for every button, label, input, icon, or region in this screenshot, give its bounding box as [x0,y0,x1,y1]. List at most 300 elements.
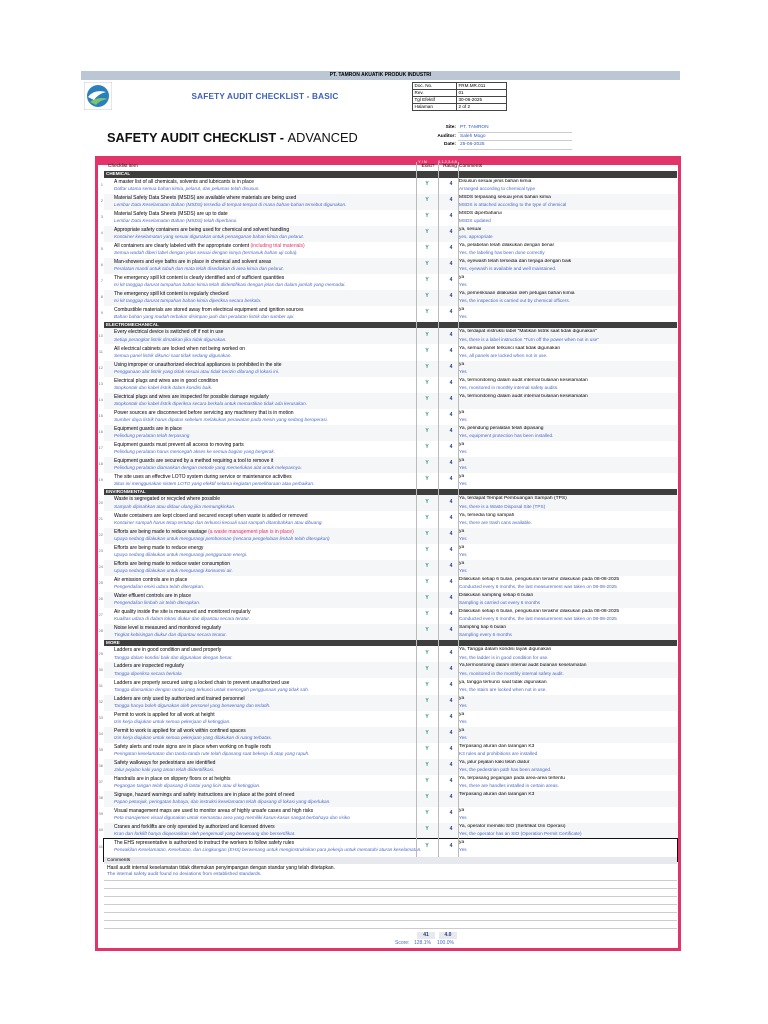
table-row [98,544,677,560]
item-text: Efforts are being made to reduce energy [114,544,204,551]
item-text-id: Pelindung peralatan telah terpasang [114,432,190,438]
exist-cell[interactable]: Y [425,348,429,354]
exist-cell[interactable]: Y [425,649,429,656]
item-text-id: Situs ini menggunakan sistem LOTO yang efektif selama kegiatan pemeliharaan atau perbaikan. [114,481,315,487]
item-text-id: Tangga hanya boleh digunakan oleh personel yang berwenang dan terlatih. [114,702,271,708]
item-text: Man-showers and eye baths are in place in chemical and solvent areas [114,258,272,265]
doc-info-row [413,90,507,97]
item-text-en [114,179,454,185]
item-text-id: Izin kerja diajukan untuk semua pekerjaan yang dilakukan di ruang terbatas. [114,734,272,740]
rating-cell[interactable]: 4 [449,197,453,204]
logo-icon [84,82,112,110]
comment-en: yes, appropriate [459,233,493,239]
basic-checklist-title: SAFETY AUDIT CHECKLIST - BASIC [191,92,339,101]
doc-info-row [413,97,507,104]
exist-cell[interactable]: Y [425,563,429,570]
company-logo [84,82,112,110]
rating-cell[interactable]: 4 [449,331,453,338]
item-text-id: Lembar Data Keselamatan Bahan (MSDS) tersedia di tempat-tempat di mana bahan-bahan tersebut digunakan. [114,201,347,207]
item-text-id: Kran dan forklift hanya dioperasikan oleh pengemudi yang berwenang dan bersertifikat. [114,831,296,837]
exist-cell[interactable]: Y [425,396,429,403]
rating-cell[interactable]: 4 [449,380,453,387]
rating-cell[interactable]: 4 [449,547,453,554]
exist-cell[interactable]: Y [425,331,429,338]
table-row [98,695,677,711]
comment-en: Sampling is carried out every 6 months [459,599,541,605]
exist-cell[interactable]: Y [425,277,429,284]
row-number: 1 [100,182,103,187]
comment-id[interactable]: Ya, pelindung peralatan telah dipasang [459,425,544,431]
exist-cell[interactable]: Y [425,547,429,554]
comment-id[interactable]: ya [459,528,465,534]
doc-info-value: 30-06-2025 [457,97,507,104]
comment-en: Yes, there is a label instruction "Turn off the power when not in use" [459,336,599,342]
row-number: 34 [98,731,103,737]
item-text: Equipment guards must prevent all access to moving parts [114,441,244,448]
row-number: 11 [98,349,103,354]
comment-en: Yes, monitored in monthly internal safety audits. [459,384,559,390]
row-number: 38 [98,795,103,801]
exist-cell[interactable]: Y [425,714,429,721]
item-text: Ladders are properly secured using a locked chain to prevent unauthorized use [114,679,290,686]
item-text-id: Stopkontak dan kabel listrik dalam kondisi baik. [114,384,213,390]
comments-area[interactable] [104,864,677,928]
rating-cell[interactable]: 4 [449,563,453,570]
item-text-en [114,496,454,502]
comment-id[interactable]: ya [459,306,465,312]
comment-id[interactable]: Terpasang aturan dan larangan K3 [459,791,535,797]
comment-en: Arranged according to chemical type [459,185,536,191]
comment-en: Yes [459,535,467,541]
site-field[interactable]: PT. TAMRON [458,124,572,132]
comment-id[interactable]: Ya, termonitoring dalam audit internal bulanan keselamatan [459,377,588,383]
row-number: 21 [98,516,103,521]
table-row [98,576,677,592]
rating-cell[interactable]: 4 [449,762,453,769]
exist-cell[interactable]: Y [425,412,429,419]
row-number: 27 [98,612,103,618]
comment-id[interactable]: Ya, terpasang pegangan pada area-area tertentu [459,775,565,781]
item-text: Ladders are inspected regularly [114,663,185,670]
table-row [100,306,677,322]
rating-cell[interactable]: 4 [449,444,453,451]
rating-cell[interactable]: 4 [449,682,453,688]
rating-cell[interactable]: 4 [449,746,453,753]
rating-cell[interactable]: 4 [449,460,453,467]
item-highlight: (a waste management plan is in place) [206,528,294,535]
item-text: Efforts are being made to reduce wastage [114,528,207,535]
comment-id[interactable]: ya, tangga terkunci saat tidak digunakan [459,679,547,685]
doc-info-label: Doc. No. [413,83,457,90]
comment-en: Yes, the operator has an SIO (Operation Permit Certificate) [459,831,582,837]
rating-cell[interactable]: 4 [449,498,453,505]
rating-cell[interactable]: 4 [449,579,453,586]
row-number: 20 [98,499,103,505]
comment-en: Yes [459,368,467,374]
table-row [98,807,677,823]
row-number: 39 [98,811,103,817]
item-text-id: Peta manajemen visual digunakan untuk memantau area yang memiliki kasus-kasus sangat berbahaya dan risiko [114,815,350,821]
doc-info-row [413,104,507,111]
item-text: Ladders are in good condition and used properly [114,647,222,654]
comment-id[interactable]: ya [459,409,465,415]
comment-rule [104,928,677,929]
item-text-id: Pengendalian limbah air telah diterapkan. [114,599,201,605]
exist-cell[interactable]: Y [425,698,429,705]
table-row [98,473,677,489]
rating-cell[interactable]: 4 [449,627,453,634]
item-text: All electrical cabinets are locked when not being worked on [114,345,245,352]
comment-id[interactable]: Ya, semua panel terkunci saat tidak digunakan [459,345,561,351]
exist-cell[interactable]: Y [425,627,429,634]
rating-cell[interactable]: 4 [449,261,453,268]
rating-cell[interactable]: 4 [449,714,453,721]
rating-cell[interactable]: 4 [449,730,453,737]
item-text: Material Safety Data Sheets (MSDS) are available where materials are being used [114,194,297,201]
item-text-id: Bahan bahan yang mudah terbakar disimpan jauh dari peralatan listrik dan sumber api. [114,314,295,320]
score-label: Score: [395,940,410,946]
table-row [98,791,677,807]
row-number: 7 [100,278,103,284]
comment-id[interactable]: ya [459,274,465,280]
comment-id[interactable]: ya [459,711,465,717]
comment-id[interactable]: MSDS terpasang sesuai jenis bahan kimia [459,194,551,200]
exist-cell[interactable]: Y [425,197,429,204]
rating-average: 4.0 [439,932,457,939]
comment-id[interactable]: ya, sesuai [459,226,482,232]
table-row [98,560,677,576]
comment-en: Yes [459,416,467,422]
item-text: Signage, hazard warnings and safety instructions are in place at the point of need [114,791,295,798]
exist-cell[interactable]: Y [425,309,429,316]
comment-id[interactable]: ya [459,560,465,566]
item-text-id: Tangga dalam kondisi baik dan digunakan dengan benar. [114,654,233,660]
comment-rule [104,880,677,881]
row-number: 16 [98,429,103,435]
item-text-en [114,346,454,352]
comment-id[interactable]: ya [459,727,465,733]
col-header-rating: Rating [443,164,457,169]
exist-cell[interactable]: Y [425,498,429,505]
exist-cell[interactable]: Y [425,595,429,602]
comment-id[interactable]: ya [459,361,465,367]
comment-id[interactable]: Ya, operator memiliki SIO (Sertifikat Izin Operasi) [459,823,566,829]
comment-id[interactable]: Dilakukan setiap 6 bulan, pengukuran terakhir dilakukan pada 08-08-2025 [459,576,620,582]
rating-cell[interactable]: 4 [449,277,453,284]
row-number: 22 [98,532,103,538]
row-number: 33 [98,715,103,721]
exist-cell[interactable]: Y [425,531,429,538]
item-text: Permit to work is applied for all work within confined spaces [114,727,246,734]
exist-cell[interactable]: Y [425,611,429,618]
row-number: 37 [98,779,103,785]
item-text-id: Penggunaan alat listrik yang tidak sesuai atau tidak berizin dilarang di lokasi ini. [114,368,280,374]
comment-id[interactable]: Ya,termonitoring dalam internal audit bulanan keselamatan [459,663,587,669]
advanced-title-rest: ADVANCED [287,130,358,145]
item-text-id: Pelindung peralatan diamankan dengan metode yang memerlukan alat untuk melepasnya. [114,465,302,471]
row-number: 41 [98,843,103,849]
item-text-id: Lembar Data Keselamatan Bahan (MSDS) telah diperbarui. [114,217,238,223]
item-text: Equipment guards are secured by a method requiring a tool to remove it [114,457,274,464]
rating-cell[interactable]: 4 [449,428,453,435]
comment-en: Yes [459,702,467,708]
rating-cell[interactable]: 4 [449,181,453,187]
table-row [98,727,677,743]
rating-cell[interactable]: 4 [449,778,453,785]
company-name: PT. TAMRON AKUATIK PRODUK INDUSTRI [81,71,680,80]
exist-cell[interactable]: Y [425,778,429,785]
comment-id[interactable]: MSDS diperbaharui [459,210,502,216]
table-row [98,759,677,775]
item-text: Power sources are disconnected before servicing any machinery that is in motion [114,409,294,416]
comment-id[interactable]: ya [459,473,465,479]
comment-en: Yes [459,314,467,320]
table-row [98,711,677,727]
row-number: 28 [98,628,103,634]
comment-en: Yes [459,847,467,853]
doc-info-value: 2 of 2 [457,104,507,111]
rating-hint: 0,1,2,3,4,5 [438,159,457,164]
doc-info-label: Tgl Efektif [413,97,457,104]
exist-cell[interactable]: Y [425,213,429,220]
section-header: MORE [104,640,677,647]
item-text: The emergency spill kit content is regularly checked [114,290,229,297]
comment-en: Yes, the labeling has been done correctly [459,249,545,255]
exist-cell[interactable]: Y [425,181,429,187]
comment-en: Yes, equipment protection has been installed. [459,432,554,438]
comment-id[interactable]: Ya, termonitoring dalam audit internal bulanan keselamatan [459,393,588,399]
item-text-id: Tingkat kebisingan diukur dan dipantau secara teratur. [114,632,227,638]
item-text-id: Pengendalian emisi udara telah diterapkan. [114,583,205,589]
row-number: 29 [98,650,103,656]
rating-cell[interactable]: 4 [449,229,453,236]
table-row [98,425,677,441]
table-row [98,528,677,544]
item-text: Noise level is measured and monitored regularly [114,624,221,631]
comment-id[interactable]: Ya, eyewash telah tersedia dan terjaga dengan baik [459,258,572,264]
comment-id[interactable]: ya [459,457,465,463]
exist-cell[interactable]: Y [425,515,429,521]
comment-en: Yes, the pedestrian path has been arranged. [459,766,552,772]
comment-id[interactable]: Terpasang aturan dan larangan K3 [459,743,535,749]
item-text-id: Pelindung peralatan harus mencegah akses ke semua bagian yang bergerak. [114,448,276,454]
exist-hint: Y / N [418,159,427,164]
exist-cell[interactable]: Y [425,364,429,371]
rating-cell[interactable]: 4 [449,293,453,300]
table-row [98,624,677,640]
exist-cell[interactable]: Y [425,682,429,688]
item-text-en [114,663,454,669]
exist-cell[interactable]: Y [425,245,429,252]
comment-id[interactable]: Ya, tersedia tong sampah [459,512,515,518]
item-text-id: Semua wadah diberi label dengan jelas sesuai dengan isinya (termasuk bahan uji coba). [114,249,298,255]
comment-rule [104,920,677,921]
comment-id[interactable]: ya [459,807,465,813]
comment-en: Yes, monitored in the monthly internal safety audit. [459,670,564,676]
exist-cell[interactable]: Y [425,579,429,586]
item-text-id: Isi kit tanggap darurat tumpahan bahan kimia telah diidentifikasi dengan jelas dan dalam jumlah yang memadai. [114,281,346,287]
item-text: Air quality inside the site is measured and monitored regularly [114,608,251,615]
doc-info-value: 01 [457,90,507,97]
comment-id[interactable]: Ya, pelabelan telah dilakukan dengan benar [459,242,555,248]
item-text: The emergency spill kit content is clearly identified and of sufficient quantities [114,274,285,281]
exist-cell[interactable]: Y [425,826,429,833]
section-header: ENVIRONMENTAL [104,489,677,496]
item-text: Waste containers are kept closed and secured except when waste is added or removed [114,512,308,519]
table-row [98,361,677,377]
exist-cell[interactable]: Y [425,665,429,672]
item-text-en [114,680,454,686]
rating-cell[interactable]: 4 [449,665,453,672]
item-text-en [114,791,454,801]
comment-id[interactable]: Ya, Tangga dalam kondisi layak digunakan [459,647,552,653]
rating-cell[interactable]: 4 [449,531,453,538]
table-row [98,441,677,457]
exist-cell[interactable]: Y [425,730,429,737]
rating-cell[interactable]: 4 [449,698,453,705]
item-text: The site uses an effective LOTO system during service or maintenance activities [114,473,292,480]
item-text-id: Upaya sedang dilakukan untuk mengurangi penggunaan energi. [114,551,248,557]
comment-en: Sampling every 6 months [459,632,512,638]
comment-id[interactable]: Ya, pemeriksaan dilakukan oleh petugas bahan kimia [459,290,575,296]
comment-en: MSDS updated [459,217,491,223]
item-text-id: Upaya sedang dilakukan untuk mengurangi pemborosan (rencana pengelolaan limbah telah diterapkan) [114,535,330,541]
row-number: 10 [98,332,103,338]
row-number: 26 [98,596,103,602]
comment-id[interactable]: ya [459,441,465,447]
table-row [98,608,677,624]
col-header-comments: Comments [459,164,483,169]
table-row [98,679,677,695]
exist-cell[interactable]: Y [425,476,429,483]
auditor-field[interactable]: Saleh Mogo [458,132,572,141]
comment-en: Yes, there are trash cans available. [459,519,533,525]
item-text: Appropriate safety containers are being used for chemical and solvent handling [114,226,290,233]
rating-cell[interactable]: 4 [449,412,453,419]
rating-cell[interactable]: 4 [449,595,453,602]
auditor-label: Auditor: [437,133,456,139]
exist-cell[interactable]: Y [425,810,429,817]
exist-cell[interactable]: Y [425,293,429,300]
comments-header: Comments [104,857,677,864]
comment-en: MSDS is attached according to the type of chemical [459,201,567,207]
item-highlight: (including trial materials) [249,242,305,249]
row-number: 31 [98,683,103,688]
table-row [100,210,677,226]
item-text-en [114,647,454,653]
item-text: Cranes and forklifts are only operated by authorized and licensed drivers [114,823,275,830]
table-row [100,226,677,242]
comment-id[interactable]: Disusun sesuai jenis bahan kimia [459,178,532,184]
item-text-id: Izin kerja diajukan untuk semua pekerjaan di ketinggian. [114,718,231,724]
exist-cell[interactable]: Y [425,746,429,753]
date-field[interactable]: 25-06-2025 [458,141,572,150]
rating-cell[interactable]: 4 [449,396,453,403]
comment-id[interactable]: Sampling tiap 6 bulan [459,624,507,630]
item-text-id: Peringatan keselamatan dan tanda-tanda rute telah dipasang saat bekerja di atap yang rapuh. [114,750,310,756]
comment-id[interactable]: ya [459,695,465,701]
comment-en: Conducted every 6 months, the last measurement was taken on 08-08-2025 [459,583,617,589]
comment-en: Yes, all panels are locked when not in use. [459,352,548,358]
doc-info-label: Rev. [413,90,457,97]
comment-line-en: The internal safety audit found no deviations from established standards. [107,872,262,877]
comment-id[interactable]: ya [459,840,465,845]
exist-cell[interactable]: Y [425,460,429,467]
item-text: Air emission controls are in place [114,576,188,583]
rating-cell[interactable]: 4 [449,309,453,316]
rating-cell[interactable]: 4 [449,810,453,817]
comment-id[interactable]: Ya, jalur pejalan kaki telah diatur [459,759,530,765]
col-header-item: Checklist item [108,164,138,169]
item-text-id: Jalur pejalan kaki yang aman telah diidentifikasi. [114,766,215,772]
exist-cell[interactable]: Y [425,842,429,849]
row-number: 2 [100,198,103,204]
rating-cell[interactable]: 4 [449,213,453,220]
exist-total: 41 [417,932,435,939]
comment-en: Yes [459,718,467,724]
exist-cell[interactable]: Y [425,762,429,769]
item-text: Safety alerts and route signs are in place when working on fragile roofs [114,743,272,750]
section-header: ELECTROMECHANICAL [104,322,677,329]
rating-cell[interactable]: 4 [449,364,453,371]
comment-en: Yes, the inspection is carried out by chemical officers. [459,298,570,304]
rating-cell[interactable]: 4 [449,611,453,618]
item-text-en [114,457,454,467]
comment-id[interactable]: Ya, terdapat Tempat Pembuangan Sampah (TPS) [459,496,567,502]
item-text: Handrails are in place on slippery floors or at heights [114,775,231,782]
rating-cell[interactable]: 4 [449,476,453,483]
rating-cell[interactable]: 4 [449,348,453,354]
exist-cell[interactable]: Y [425,261,429,268]
rating-cell[interactable]: 4 [449,794,453,801]
row-number: 30 [98,666,103,672]
exist-cell[interactable]: Y [425,444,429,451]
exist-cell[interactable]: Y [425,794,429,801]
column-header [104,162,677,171]
item-text-id: Setiap perangkat listrik dimatikan jika tidak digunakan. [114,336,227,342]
comment-rule [104,896,677,897]
exist-cell[interactable]: Y [425,428,429,435]
comment-en: Yes, there are handles installed in certain areas. [459,782,559,788]
comment-id[interactable]: ya [459,544,465,550]
item-text: Combustible materials are stored away from electrical equipment and ignition sources [114,306,304,313]
rating-cell[interactable]: 4 [449,649,453,656]
rating-cell[interactable]: 4 [449,826,453,833]
comment-en: Yes [459,551,467,557]
comment-en: Yes [459,815,467,821]
comment-en: Yes [459,734,467,740]
table-row [98,775,677,791]
item-text-id: Kualitas udara di dalam lokasi diukur dan dipantau secara teratur. [114,615,251,621]
table-row [98,495,677,511]
exist-cell[interactable]: Y [425,229,429,236]
item-text: The EHS representative is authorized to instruct the workers to follow safety rules [114,840,295,846]
row-number: 13 [98,381,103,387]
rating-cell[interactable]: 4 [449,842,453,849]
exist-cell[interactable]: Y [425,380,429,387]
comment-id[interactable]: Dilakukan sampling setiap 6 bulan [459,592,534,598]
item-text: Ladders are only used by authorized and trained personnel [114,695,245,702]
item-text-en [114,513,454,519]
comment-id[interactable]: Dilakukan setiap 6 bulan, pengukuran terakhir dilakukan pada 08-08-2025 [459,608,620,614]
rating-cell[interactable]: 4 [449,245,453,252]
item-text-id: Upaya sedang dilakukan untuk mengurangi konsumsi air. [114,567,233,573]
comment-id[interactable]: Ya, terdapat instruksi label "Matikan listrik saat tidak digunakan" [459,329,597,335]
advanced-checklist-title [107,130,358,145]
item-text-id: Daftar utama semua bahan kimia, pelarut, dan pelumas telah disusun. [114,185,260,191]
row-number: 17 [98,445,103,451]
rating-cell[interactable]: 4 [449,515,453,521]
